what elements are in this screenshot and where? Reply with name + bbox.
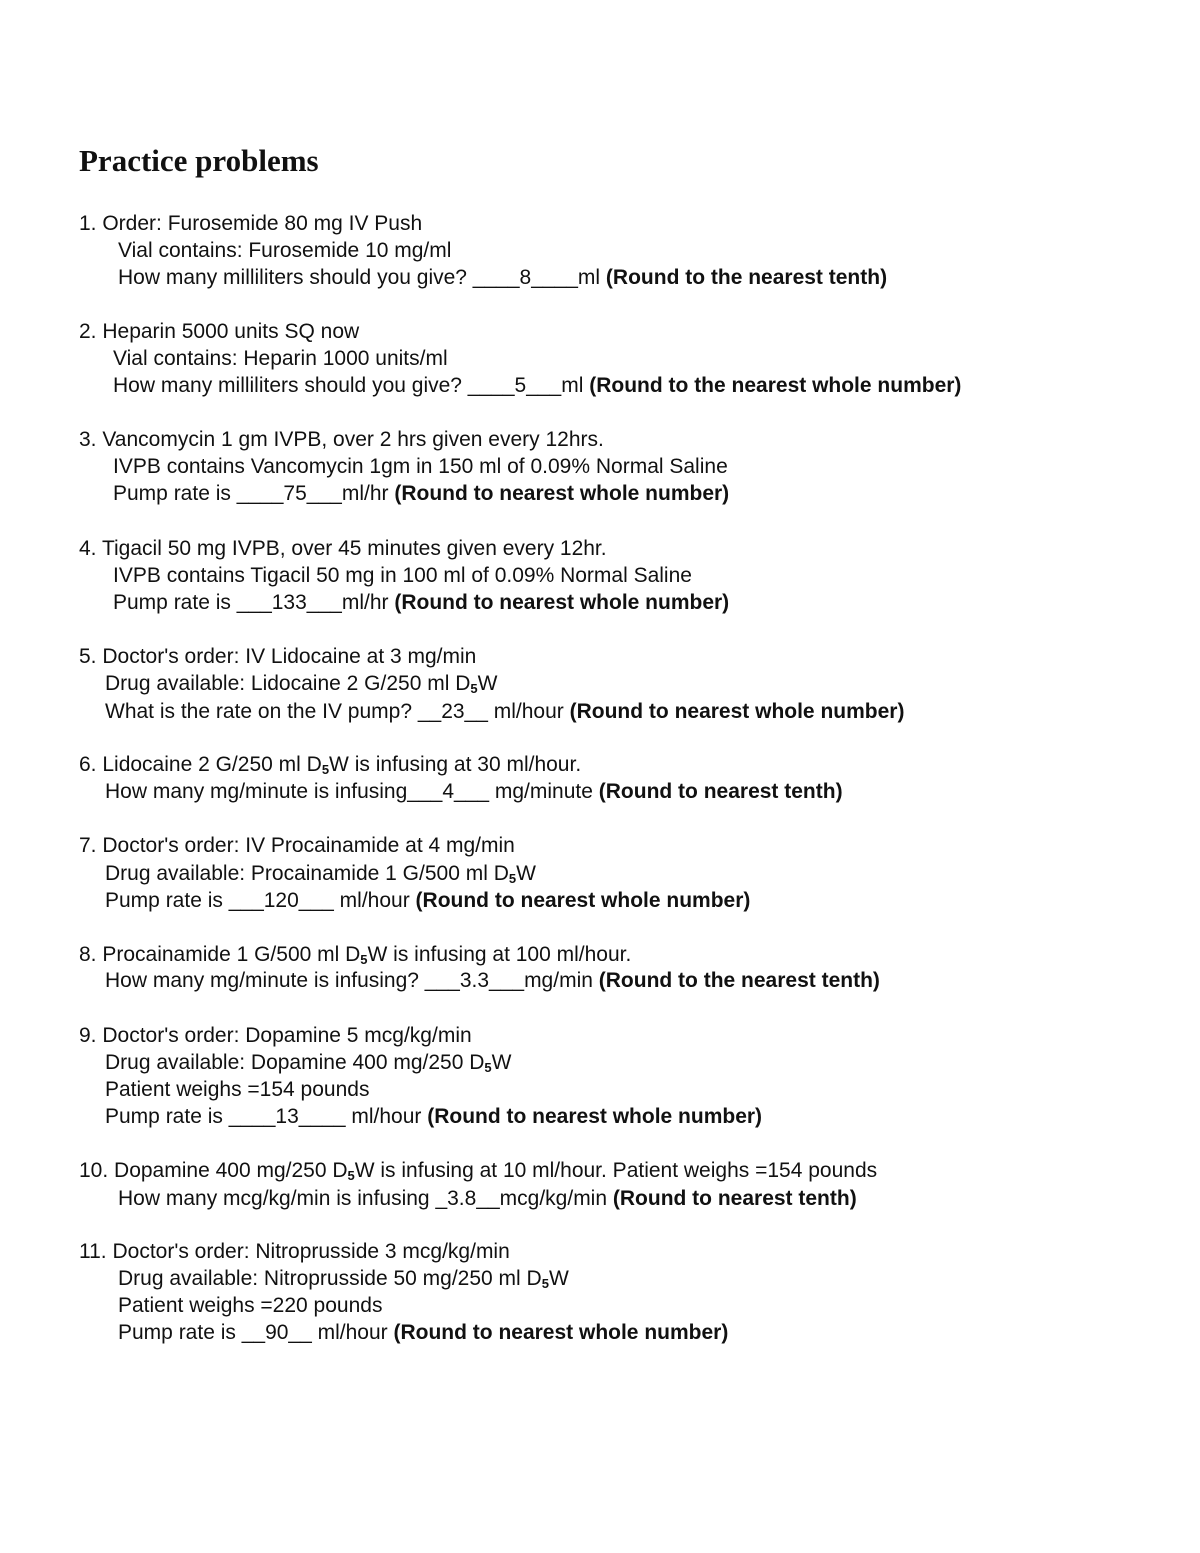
- problem-11-question: [118, 1319, 728, 1346]
- problem-11-drug-available: [118, 1265, 569, 1292]
- problem-9-question: [105, 1103, 762, 1130]
- problem-4-question-text: Pump rate is ___133___ml/hr: [113, 591, 395, 614]
- problem-5-drug-suffix: W: [477, 672, 498, 695]
- problem-2-order: 2. Heparin 5000 units SQ now: [79, 320, 360, 343]
- problem-4-question: [113, 589, 729, 616]
- problem-7-order: 7. Doctor's order: IV Procainamide at 4 mg/min: [79, 834, 515, 857]
- problem-5-question-text: What is the rate on the IV pump? __23__ ml/hour: [105, 700, 570, 723]
- problem-6-statement-text: 6. Lidocaine 2 G/250 ml D: [79, 753, 322, 776]
- problem-6-statement: [79, 751, 581, 778]
- subscript: 5: [347, 1168, 355, 1183]
- problem-7-drug-text: Drug available: Procainamide 1 G/500 ml D: [105, 862, 509, 885]
- problem-6-rounding-hint: (Round to nearest tenth): [598, 780, 843, 803]
- problem-10-statement-suffix: W is infusing at 10 ml/hour. Patient weighs =154 pounds: [354, 1159, 878, 1182]
- problem-8-statement-suffix: W is infusing at 100 ml/hour.: [367, 943, 632, 966]
- problem-8-statement: [79, 941, 631, 968]
- problem-11-drug-text: Drug available: Nitroprusside 50 mg/250 ml D: [118, 1267, 542, 1290]
- problem-8-question-text: How many mg/minute is infusing? ___3.3___mg/min: [105, 969, 599, 992]
- problem-3-rounding-hint: (Round to nearest whole number): [394, 482, 730, 505]
- problem-2-vial: Vial contains: Heparin 1000 units/ml: [113, 347, 448, 370]
- problem-11-rounding-hint: (Round to nearest whole number): [393, 1321, 729, 1344]
- problem-1-vial: Vial contains: Furosemide 10 mg/ml: [118, 239, 452, 262]
- problem-10-question-text: How many mcg/kg/min is infusing _3.8__mcg/kg/min: [118, 1187, 613, 1210]
- subscript: 5: [508, 871, 517, 886]
- problem-1-rounding-hint: (Round to the nearest tenth): [605, 266, 888, 289]
- problem-11-order: 11. Doctor's order: Nitroprusside 3 mcg/kg/min: [79, 1240, 510, 1263]
- problem-9-weight: Patient weighs =154 pounds: [105, 1078, 370, 1101]
- problem-7-question: [105, 887, 750, 914]
- problem-5-drug-available: [105, 670, 497, 697]
- problem-3-question: [113, 480, 729, 507]
- problem-9-question-text: Pump rate is ____13____ ml/hour: [105, 1105, 428, 1128]
- problem-9-drug-suffix: W: [491, 1051, 512, 1074]
- subscript: 5: [360, 952, 368, 967]
- problem-10-statement-text: 10. Dopamine 400 mg/250 D: [79, 1159, 348, 1182]
- problem-3-order: 3. Vancomycin 1 gm IVPB, over 2 hrs given every 12hrs.: [79, 428, 604, 451]
- problem-9-rounding-hint: (Round to nearest whole number): [427, 1105, 763, 1128]
- problem-8-rounding-hint: (Round to the nearest tenth): [598, 969, 880, 992]
- problem-2-rounding-hint: (Round to the nearest whole number): [589, 374, 962, 397]
- problem-9-order: 9. Doctor's order: Dopamine 5 mcg/kg/min: [79, 1024, 472, 1047]
- problem-5-drug-text: Drug available: Lidocaine 2 G/250 ml D: [105, 672, 471, 695]
- problem-4-order: 4. Tigacil 50 mg IVPB, over 45 minutes given every 12hr.: [79, 537, 607, 560]
- problem-7-drug-available: [105, 860, 536, 887]
- problem-4-rounding-hint: (Round to nearest whole number): [394, 591, 730, 614]
- problem-9-drug-available: [105, 1049, 511, 1076]
- problem-4-ivpb: IVPB contains Tigacil 50 mg in 100 ml of 0.09% Normal Saline: [113, 564, 692, 587]
- problem-10-rounding-hint: (Round to nearest tenth): [612, 1187, 857, 1210]
- problem-6-question-text: How many mg/minute is infusing___4___ mg/minute: [105, 780, 599, 803]
- problem-10-question: [118, 1185, 857, 1212]
- problem-2-question-text: How many milliliters should you give? ____5___ml: [113, 374, 590, 397]
- page-title: Practice problems: [79, 143, 319, 178]
- subscript: 5: [484, 1060, 492, 1075]
- problem-1-order: 1. Order: Furosemide 80 mg IV Push: [79, 212, 423, 235]
- problem-3-ivpb: IVPB contains Vancomycin 1gm in 150 ml of 0.09% Normal Saline: [113, 455, 728, 478]
- problem-5-rounding-hint: (Round to nearest whole number): [569, 700, 905, 723]
- subscript: 5: [321, 762, 330, 777]
- problem-1-question-text: How many milliliters should you give? ____8____ml: [118, 266, 606, 289]
- problem-7-rounding-hint: (Round to nearest whole number): [415, 889, 751, 912]
- problem-5-question: [105, 698, 904, 725]
- problem-3-question-text: Pump rate is ____75___ml/hr: [113, 482, 395, 505]
- subscript: 5: [470, 681, 478, 696]
- problem-7-question-text: Pump rate is ___120___ ml/hour: [105, 889, 416, 912]
- problem-1-question: [118, 264, 887, 291]
- problem-5-order: 5. Doctor's order: IV Lidocaine at 3 mg/min: [79, 645, 477, 668]
- problem-2-question: [113, 372, 961, 399]
- problem-10-statement: [79, 1157, 877, 1184]
- problem-8-statement-text: 8. Procainamide 1 G/500 ml D: [79, 943, 361, 966]
- problem-11-weight: Patient weighs =220 pounds: [118, 1294, 383, 1317]
- problem-9-drug-text: Drug available: Dopamine 400 mg/250 D: [105, 1051, 485, 1074]
- problem-11-question-text: Pump rate is __90__ ml/hour: [118, 1321, 394, 1344]
- subscript: 5: [541, 1276, 549, 1291]
- problem-8-question: [105, 967, 880, 994]
- problem-6-question: [105, 778, 843, 805]
- problem-7-drug-suffix: W: [516, 862, 536, 885]
- problem-6-statement-suffix: W is infusing at 30 ml/hour.: [329, 753, 582, 776]
- problem-11-drug-suffix: W: [548, 1267, 569, 1290]
